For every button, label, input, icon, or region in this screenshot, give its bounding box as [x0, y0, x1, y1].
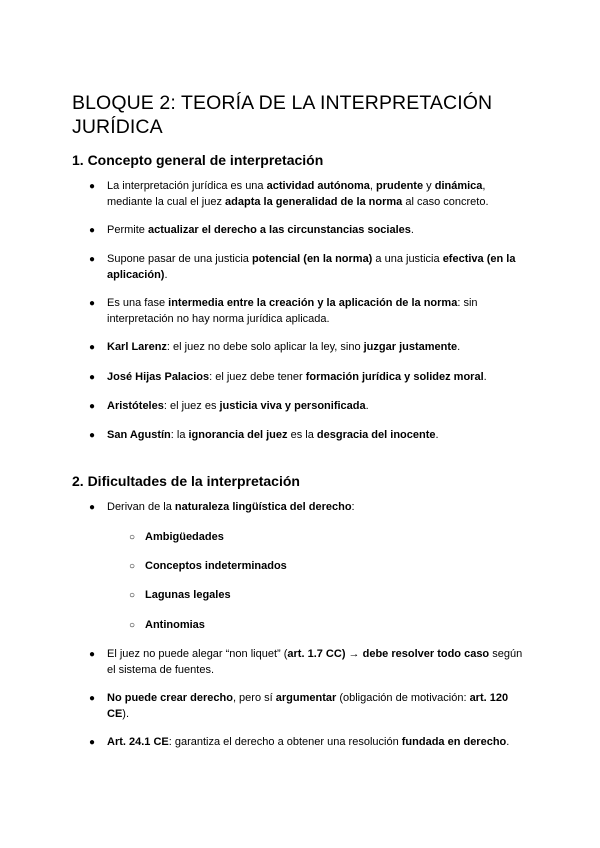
bullet-icon: ● — [89, 225, 96, 236]
bold-text: Antinomias — [145, 619, 205, 631]
text-run: ). — [122, 707, 130, 720]
bullet-icon: ● — [89, 372, 96, 383]
hollow-bullet-icon: ○ — [129, 532, 136, 543]
bold-text: Ambigüedades — [145, 531, 224, 543]
bold-text: No puede crear derecho — [107, 692, 233, 704]
bold-text: formación jurídica y solidez moral — [305, 371, 484, 383]
sub-list-item — [129, 559, 565, 575]
text-run: según el sistema de fuentes. — [107, 648, 523, 676]
section-1-heading: 1. Concepto general de interpretación — [72, 152, 324, 168]
bold-text: Karl Larenz — [107, 341, 167, 353]
text-run: . — [365, 400, 369, 412]
text-run: Supone pasar de una justicia — [107, 253, 252, 265]
bold-text: actividad autónoma — [266, 180, 370, 192]
bullet-icon: ● — [89, 401, 96, 412]
bullet-icon: ● — [89, 649, 96, 660]
text-run: Permite — [107, 224, 148, 236]
text-run: , pero sí — [232, 692, 276, 704]
text-run: . — [435, 429, 439, 441]
sub-list-item — [129, 588, 565, 604]
bullet-icon: ● — [89, 737, 96, 748]
list-item — [89, 223, 527, 239]
bold-text: naturaleza lingüística del derecho — [174, 501, 352, 513]
bold-text: Lagunas legales — [145, 589, 231, 601]
hollow-bullet-icon: ○ — [129, 561, 136, 572]
bullet-icon: ● — [89, 502, 96, 513]
text-run: El juez no puede alegar “non liquet” ( — [107, 648, 288, 660]
list-item — [89, 691, 527, 722]
bold-text: Aristóteles — [107, 400, 164, 412]
text-run: : el juez no debe solo aplicar la ley, sino — [166, 341, 364, 353]
text-run: . — [506, 736, 510, 748]
text-run: . — [164, 268, 168, 281]
bold-text: ignorancia del juez — [188, 429, 288, 441]
list-item — [89, 500, 527, 516]
bold-text: intermedia entre la creación y la aplicación de la norma — [168, 297, 458, 309]
text-run: La interpretación jurídica es una — [107, 180, 267, 192]
text-run: , — [369, 180, 377, 192]
bold-text: San Agustín — [107, 429, 171, 441]
text-run: : el juez es — [163, 400, 220, 412]
document-title: BLOQUE 2: TEORÍA DE LA INTERPRETACIÓN JURÍDICA — [72, 92, 493, 138]
bold-text: José Hijas Palacios — [107, 371, 210, 383]
text-run: es la — [287, 429, 317, 441]
text-run: al caso concreto. — [402, 195, 489, 208]
bold-text: potencial (en la norma) — [251, 253, 373, 265]
bold-text: juzgar justamente — [363, 341, 458, 353]
bold-text: Conceptos indeterminados — [145, 560, 287, 572]
text-run: y — [423, 180, 435, 192]
text-run: : — [351, 501, 355, 513]
list-item — [89, 428, 527, 444]
text-run: . — [457, 341, 461, 353]
bold-text: adapta la generalidad de la norma — [225, 195, 403, 208]
list-item — [89, 735, 527, 751]
bold-text: art. 1.7 CC) — [287, 648, 346, 660]
bold-text: Art. 24.1 CE — [107, 736, 169, 748]
text-run: : sin interpretación no hay norma jurídica aplicada. — [107, 297, 478, 325]
bullet-icon: ● — [89, 181, 96, 192]
sub-list-item — [129, 618, 565, 634]
text-run: a una justicia — [372, 253, 443, 265]
bullet-icon: ● — [89, 254, 96, 265]
bold-text: art. 120 CE — [107, 692, 509, 720]
text-run: (obligación de motivación: — [336, 692, 470, 704]
text-run: Derivan de la — [107, 501, 175, 513]
hollow-bullet-icon: ○ — [129, 590, 136, 601]
text-run: , mediante la cual el juez — [107, 180, 486, 208]
list-item — [89, 370, 527, 386]
text-run: : garantiza el derecho a obtener una resolución — [168, 736, 402, 748]
list-item — [89, 340, 527, 356]
list-item — [89, 647, 527, 678]
bold-text: dinámica — [434, 180, 483, 192]
text-run: Es una fase — [107, 297, 169, 309]
bold-text: desgracia del inocente — [316, 429, 436, 441]
bold-text: debe resolver todo caso — [362, 648, 490, 660]
text-run: . — [483, 371, 487, 383]
hollow-bullet-icon: ○ — [129, 620, 136, 631]
bullet-icon: ● — [89, 430, 96, 441]
sub-list-item — [129, 530, 565, 546]
section-2-heading: 2. Dificultades de la interpretación — [72, 473, 300, 489]
list-item — [89, 252, 527, 283]
bold-text: justicia viva y personificada — [219, 400, 366, 412]
bold-text: fundada en derecho — [401, 736, 507, 748]
text-run: : la — [170, 429, 189, 441]
list-item — [89, 399, 527, 415]
text-run: . — [410, 224, 414, 236]
text-run: → — [345, 648, 363, 660]
bullet-icon: ● — [89, 298, 96, 309]
bullet-icon: ● — [89, 693, 96, 704]
text-run: : el juez debe tener — [209, 371, 306, 383]
list-item — [89, 296, 527, 327]
bold-text: prudente — [376, 180, 424, 192]
list-item — [89, 179, 527, 210]
bullet-icon: ● — [89, 342, 96, 353]
bold-text: argumentar — [275, 692, 337, 704]
bold-text: efectiva (en la aplicación) — [107, 253, 516, 281]
bold-text: actualizar el derecho a las circunstancias sociales — [147, 224, 411, 236]
